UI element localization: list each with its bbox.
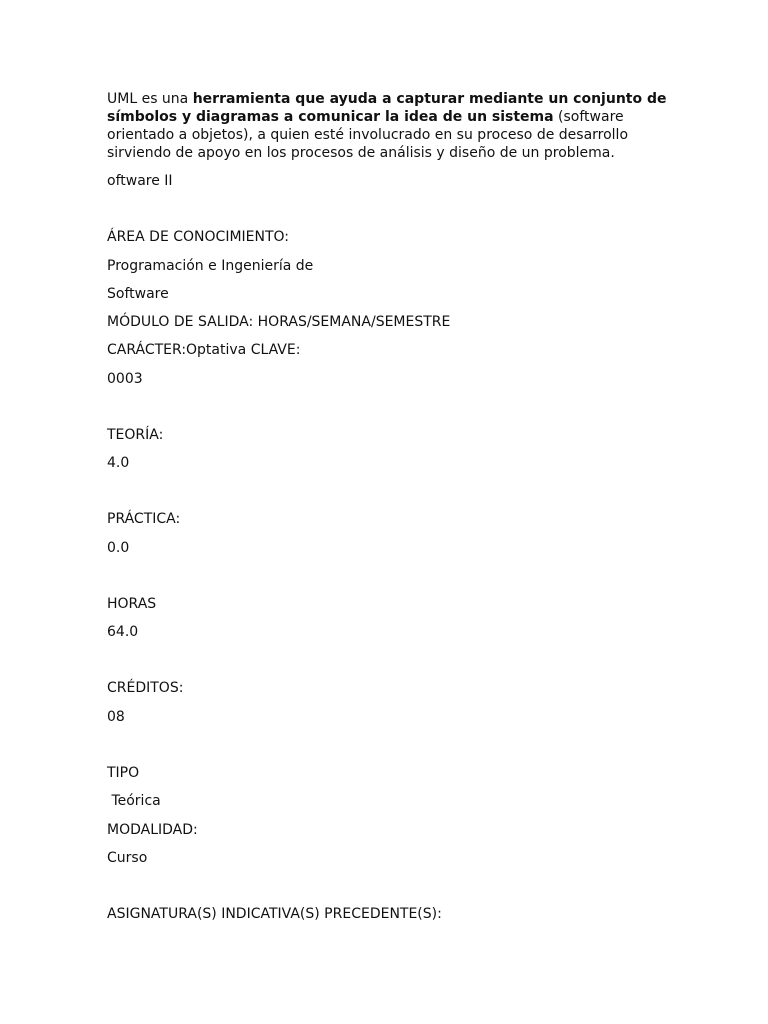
tipo-label: TIPO bbox=[107, 765, 140, 781]
modulo-label: MÓDULO DE SALIDA: HORAS/SEMANA/SEMESTRE bbox=[107, 314, 451, 330]
modalidad-label: MODALIDAD: bbox=[107, 822, 198, 838]
teoria-label: TEORÍA: bbox=[107, 427, 164, 443]
area-label: ÁREA DE CONOCIMIENTO: bbox=[107, 229, 290, 245]
fragment-line: oftware II bbox=[107, 173, 173, 189]
practica-label: PRÁCTICA: bbox=[107, 511, 181, 527]
caracter-line: CARÁCTER:Optativa CLAVE: bbox=[107, 342, 301, 358]
creditos-label: CRÉDITOS: bbox=[107, 680, 184, 696]
intro-paragraph bbox=[107, 90, 667, 162]
intro-lead: UML es una bbox=[107, 91, 193, 107]
area-value-line-1: Programación e Ingeniería de bbox=[107, 258, 314, 274]
horas-label: HORAS bbox=[107, 596, 157, 612]
asignaturas-label: ASIGNATURA(S) INDICATIVA(S) PRECEDENTE(S): bbox=[107, 906, 442, 922]
teoria-value: 4.0 bbox=[107, 455, 130, 471]
creditos-value: 08 bbox=[107, 709, 125, 725]
modalidad-value: Curso bbox=[107, 850, 148, 866]
intro-rest: (software orientado a objetos), a quien esté involucrado en su proceso de desarrollo sirviendo de apoyo en los procesos de análisis y diseño de un problema. bbox=[107, 109, 629, 161]
horas-value: 64.0 bbox=[107, 624, 139, 640]
tipo-value: Teórica bbox=[107, 793, 161, 809]
practica-value: 0.0 bbox=[107, 540, 130, 556]
clave-value: 0003 bbox=[107, 371, 143, 387]
intro-bold: herramienta que ayuda a capturar mediante un conjunto de símbolos y diagramas a comunicar la idea de un sistema bbox=[107, 91, 667, 125]
area-value-line-2: Software bbox=[107, 286, 169, 302]
